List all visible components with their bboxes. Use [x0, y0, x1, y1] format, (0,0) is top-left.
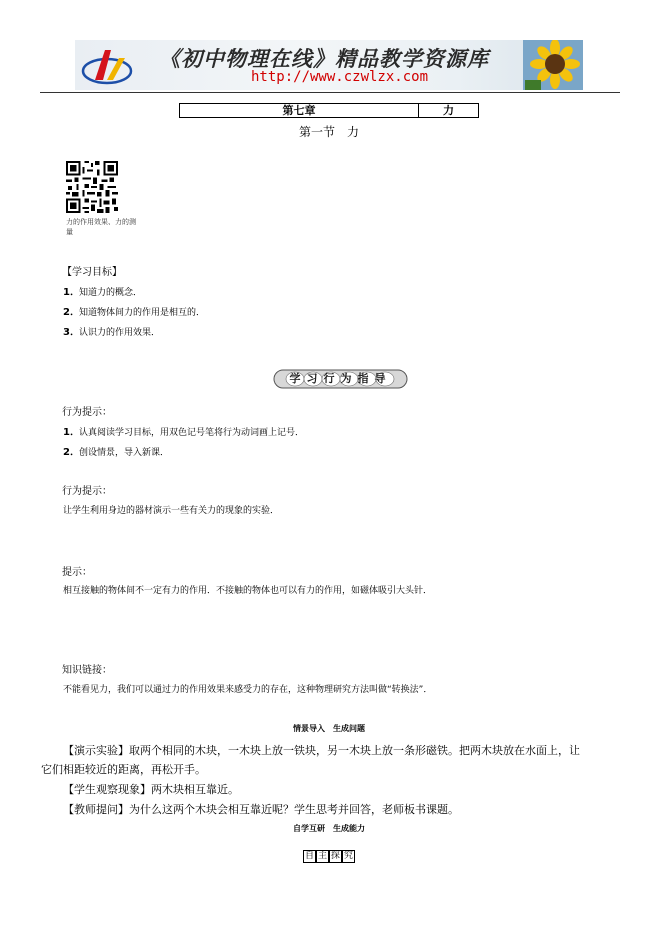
demo-text-line2: 它们相距较近的距离，再松开手。 [41, 763, 206, 776]
box-char: 探 [331, 851, 341, 861]
objectives-heading: 【学习目标】 [62, 267, 122, 278]
objective-item: 3．认识力的作用效果． [63, 327, 161, 338]
box-char: 究 [344, 851, 354, 861]
demo-text-line1: 【演示实验】取两个相同的木块，一木块上放一铁块，另一木块上放一条形磁铁。把两木块放在水面上，让 [63, 744, 580, 757]
hint-heading: 行为提示： [62, 407, 112, 418]
chapter-number: 第七章 [180, 104, 419, 117]
objective-item: 2．知道物体间力的作用是相互的． [63, 307, 206, 318]
self-study-heading: 自学互研 生成能力 [293, 824, 365, 833]
hint-item: 1．认真阅读学习目标，用双色记号笔将行为动词画上记号． [63, 427, 305, 438]
self-explore-boxes [0, 843, 658, 863]
scene-heading: 情景导入 生成问题 [293, 724, 365, 733]
header-banner [75, 40, 583, 90]
banner-title: 《初中物理在线》精品教学资源库 [159, 46, 489, 71]
hint-text: 相互接触的物体间不一定有力的作用．不接触的物体也可以有力的作用，如磁体吸引大头针． [63, 586, 433, 596]
box-char: 主 [317, 851, 327, 861]
qr-caption: 力的作用效果、力的测量 [66, 218, 136, 236]
guide-badge-text: 学习行为指导 [289, 372, 392, 385]
observe-text: 【学生观察现象】两木块相互靠近。 [63, 783, 239, 796]
header-rule [40, 92, 620, 93]
banner-url[interactable]: http://www.czwlzx.com [251, 69, 429, 85]
hint-heading: 行为提示： [62, 486, 112, 497]
hint-heading: 提示： [62, 567, 92, 578]
knowledge-heading: 知识链接： [62, 665, 112, 676]
objective-item: 1．知道力的概念． [63, 287, 143, 298]
qr-code-icon[interactable] [66, 161, 118, 213]
hint-item: 2．创设情景，导入新课． [63, 447, 170, 458]
knowledge-text: 不能看见力，我们可以通过力的作用效果来感受力的存在，这种物理研究方法叫做“转换法”． [63, 685, 433, 695]
section-title: 第一节 力 [298, 125, 359, 139]
teacher-question-text: 【教师提问】为什么这两个木块会相互靠近呢？学生思考并回答，老师板书课题。 [63, 803, 459, 816]
logo-icon [81, 44, 137, 86]
sunflower-icon [523, 40, 583, 90]
box-char: 自 [304, 851, 314, 861]
chapter-table [179, 103, 479, 118]
chapter-name: 力 [443, 104, 454, 117]
hint-text: 让学生利用身边的器材演示一些有关力的现象的实验． [63, 506, 280, 516]
